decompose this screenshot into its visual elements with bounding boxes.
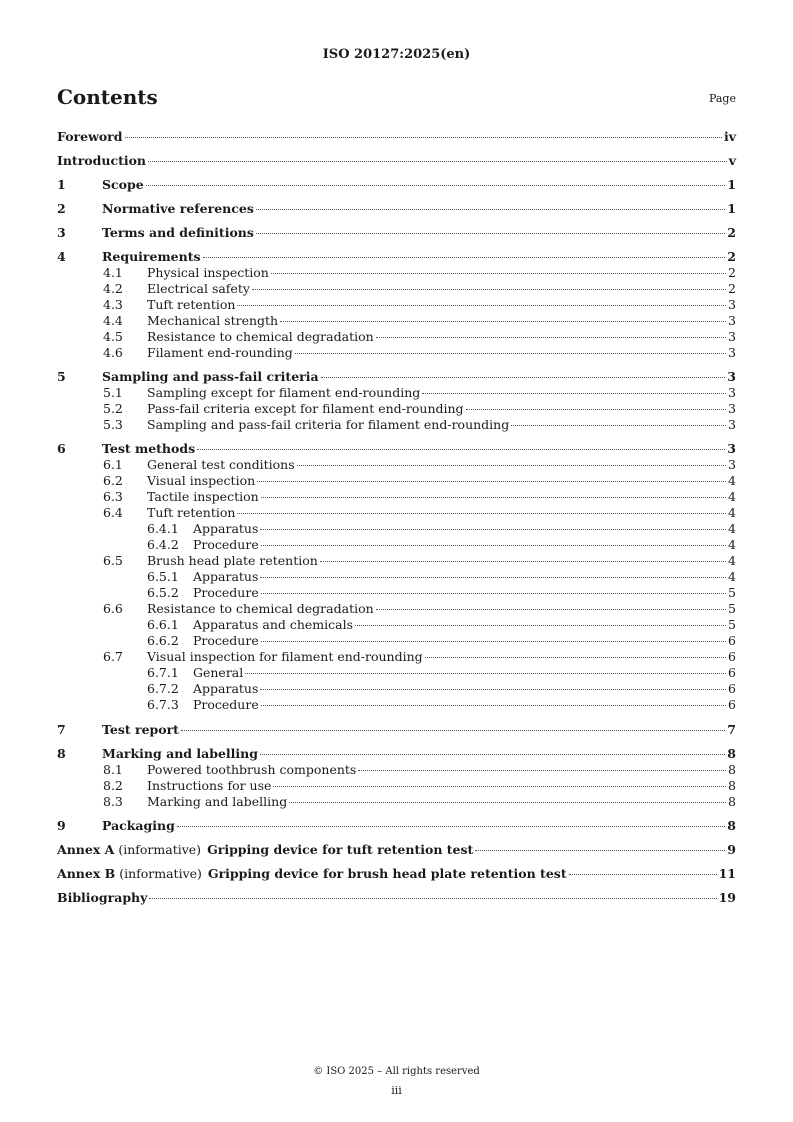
toc-entry-number: 9 xyxy=(57,818,66,833)
toc-entry[interactable] xyxy=(57,586,736,600)
toc-entry[interactable] xyxy=(57,346,736,360)
toc-entry-title: General test conditions xyxy=(147,457,295,472)
toc-entry-number: 6.7.3 xyxy=(147,697,179,712)
toc-entry-number: 6.4 xyxy=(103,505,123,520)
toc-entry-number: 6.5.2 xyxy=(147,585,179,600)
dot-leader xyxy=(358,770,726,771)
toc-entry-page: 3 xyxy=(728,401,736,416)
toc-entry[interactable] xyxy=(57,650,736,664)
toc-entry-page: 2 xyxy=(728,265,736,280)
toc-entry[interactable] xyxy=(57,538,736,552)
toc-entry-number: 8.1 xyxy=(103,762,123,777)
dot-leader xyxy=(569,874,717,875)
toc-entry[interactable] xyxy=(57,843,736,857)
dot-leader xyxy=(320,561,726,562)
dot-leader xyxy=(261,705,726,706)
toc-entry[interactable] xyxy=(57,298,736,312)
toc-entry-page: 8 xyxy=(728,778,736,793)
toc-entry-page: 4 xyxy=(728,505,736,520)
dot-leader xyxy=(149,898,716,899)
toc-entry-number: 6.6.2 xyxy=(147,633,179,648)
toc-entry-number: 6.3 xyxy=(103,489,123,504)
toc-entry-title: Gripping device for tuft retention test xyxy=(207,842,474,857)
toc-entry-title: Procedure xyxy=(193,537,259,552)
toc-entry-page: 8 xyxy=(727,746,736,761)
toc-entry-title: Powered toothbrush components xyxy=(147,762,357,777)
toc-entry-page: 4 xyxy=(728,569,736,584)
toc-entry-page: 4 xyxy=(728,521,736,536)
dot-leader xyxy=(237,513,726,514)
dot-leader xyxy=(261,497,726,498)
toc-entry-title: Mechanical strength xyxy=(147,313,279,328)
dot-leader xyxy=(422,393,726,394)
toc-entry[interactable] xyxy=(57,386,736,400)
toc-entry-number: 4.4 xyxy=(103,313,123,328)
contents-title: Contents xyxy=(57,85,158,109)
toc-annex-label: Annex A xyxy=(57,842,115,857)
toc-entry-page: 6 xyxy=(728,681,736,696)
toc-entry-page: 11 xyxy=(718,866,736,881)
toc-entry-page: 3 xyxy=(727,369,736,384)
toc-entry[interactable] xyxy=(57,634,736,648)
toc-entry[interactable] xyxy=(57,819,736,833)
toc-entry-page: 3 xyxy=(728,345,736,360)
toc-entry-number: 2 xyxy=(57,201,66,216)
dot-leader xyxy=(260,577,726,578)
toc-entry-page: 8 xyxy=(728,762,736,777)
toc-entry[interactable] xyxy=(57,795,736,809)
toc-entry-number: 6.6 xyxy=(103,601,123,616)
toc-entry[interactable] xyxy=(57,130,736,144)
dot-leader xyxy=(148,161,727,162)
dot-leader xyxy=(271,273,726,274)
toc-entry-number: 5.1 xyxy=(103,385,123,400)
toc-entry-title: Procedure xyxy=(193,697,259,712)
dot-leader xyxy=(261,641,726,642)
dot-leader xyxy=(295,353,726,354)
dot-leader xyxy=(289,802,726,803)
dot-leader xyxy=(257,481,726,482)
toc-entry-title: General xyxy=(193,665,244,680)
toc-entry-number: 6.5.1 xyxy=(147,569,179,584)
toc-entry[interactable] xyxy=(57,698,736,712)
toc-entry-number: 6.5 xyxy=(103,553,123,568)
toc-annex-note: (informative) xyxy=(119,866,202,881)
toc-entry-page: 4 xyxy=(728,489,736,504)
toc-entry-title: Instructions for use xyxy=(147,778,272,793)
toc-entry-page: 6 xyxy=(728,633,736,648)
dot-leader xyxy=(466,409,726,410)
toc-entry[interactable] xyxy=(57,666,736,680)
toc-entry-number: 3 xyxy=(57,225,66,240)
toc-entry-page: 3 xyxy=(728,297,736,312)
toc-entry[interactable] xyxy=(57,314,736,328)
toc-entry-title: Apparatus xyxy=(193,521,259,536)
toc-entry-number: 8.3 xyxy=(103,794,123,809)
toc-entry-number: 5 xyxy=(57,369,66,384)
toc-entry[interactable] xyxy=(57,202,736,216)
toc-entry-number: 1 xyxy=(57,177,66,192)
toc-entry-page: 5 xyxy=(728,601,736,616)
toc-entry-number: 6.7.1 xyxy=(147,665,179,680)
toc-entry-title: Resistance to chemical degradation xyxy=(147,329,374,344)
toc-entry-title: Apparatus and chemicals xyxy=(193,617,354,632)
toc-entry-page: v xyxy=(728,153,736,168)
toc-entry-number: 4.2 xyxy=(103,281,123,296)
toc-entry-page: 7 xyxy=(727,722,736,737)
toc-entry-page: 6 xyxy=(728,697,736,712)
toc-entry-title: Packaging xyxy=(102,818,175,833)
toc-entry-title: Apparatus xyxy=(193,681,259,696)
dot-leader xyxy=(297,465,726,466)
toc-entry-page: 3 xyxy=(728,457,736,472)
toc-entry-page: 3 xyxy=(728,313,736,328)
toc-entry[interactable] xyxy=(57,250,736,264)
toc-entry[interactable] xyxy=(57,370,736,384)
toc-entry-page: 4 xyxy=(728,553,736,568)
toc-entry[interactable] xyxy=(57,330,736,344)
toc-entry-title: Introduction xyxy=(57,153,147,168)
toc-entry-title: Apparatus xyxy=(193,569,259,584)
page-number: iii xyxy=(391,1084,402,1097)
toc-entry-title: Tactile inspection xyxy=(147,489,259,504)
dot-leader xyxy=(260,689,726,690)
toc-entry[interactable] xyxy=(57,474,736,488)
toc-entry-page: 2 xyxy=(727,249,736,264)
dot-leader xyxy=(146,185,726,186)
toc-entry-number: 8.2 xyxy=(103,778,123,793)
toc-entry-number: 6.1 xyxy=(103,457,123,472)
toc-entry-number: 7 xyxy=(57,722,66,737)
dot-leader xyxy=(260,754,725,755)
toc-entry-page: 9 xyxy=(727,842,736,857)
dot-leader xyxy=(260,529,726,530)
dot-leader xyxy=(261,545,726,546)
toc-entry-title: Normative references xyxy=(102,201,254,216)
toc-entry-page: 6 xyxy=(728,665,736,680)
dot-leader xyxy=(203,257,726,258)
toc-entry[interactable] xyxy=(57,682,736,696)
toc-entry-title: Test report xyxy=(102,722,179,737)
toc-entry[interactable] xyxy=(57,458,736,472)
toc-entry-title: Test methods xyxy=(102,441,196,456)
toc-entry[interactable] xyxy=(57,779,736,793)
toc-entry-number: 6.2 xyxy=(103,473,123,488)
toc-entry-title: Sampling and pass-fail criteria xyxy=(102,369,319,384)
toc-entry-title: Brush head plate retention xyxy=(147,553,318,568)
toc-entry[interactable] xyxy=(57,763,736,777)
dot-leader xyxy=(280,321,726,322)
toc-entry[interactable] xyxy=(57,226,736,240)
dot-leader xyxy=(256,209,725,210)
toc-entry-page: 5 xyxy=(728,617,736,632)
toc-entry-number: 6.6.1 xyxy=(147,617,179,632)
toc-entry-number: 8 xyxy=(57,746,66,761)
toc-entry-page: 3 xyxy=(728,329,736,344)
toc-entry-title: Visual inspection for filament end-rounding xyxy=(147,649,423,664)
toc-entry-page: 1 xyxy=(727,201,736,216)
toc-entry-title: Gripping device for brush head plate retention test xyxy=(207,866,567,881)
toc-entry-title: Scope xyxy=(102,177,144,192)
toc-entry[interactable] xyxy=(57,618,736,632)
toc-entry[interactable] xyxy=(57,891,736,905)
dot-leader xyxy=(177,826,725,827)
toc-entry[interactable] xyxy=(57,178,736,192)
dot-leader xyxy=(475,850,725,851)
toc-entry-page: 4 xyxy=(728,473,736,488)
toc-entry-number: 4.3 xyxy=(103,297,123,312)
dot-leader xyxy=(125,137,722,138)
toc-entry-number: 4.5 xyxy=(103,329,123,344)
toc-entry-page: 3 xyxy=(728,385,736,400)
toc-entry[interactable] xyxy=(57,747,736,761)
toc-entry[interactable] xyxy=(57,442,736,456)
toc-entry-title: Tuft retention xyxy=(147,505,236,520)
toc-entry-page: 5 xyxy=(728,585,736,600)
toc-entry-title: Resistance to chemical degradation xyxy=(147,601,374,616)
toc-entry[interactable] xyxy=(57,418,736,432)
dot-leader xyxy=(197,449,725,450)
dot-leader xyxy=(261,593,726,594)
page-column-label: Page xyxy=(708,92,736,105)
toc-entry-title: Foreword xyxy=(57,129,123,144)
toc-entry-page: 6 xyxy=(728,649,736,664)
toc-entry[interactable] xyxy=(57,522,736,536)
dot-leader xyxy=(252,289,726,290)
copyright-footer: © ISO 2025 – All rights reserved xyxy=(313,1066,480,1077)
toc-entry-number: 6.7.2 xyxy=(147,681,179,696)
toc-entry-page: 4 xyxy=(728,537,736,552)
toc-entry-number: 4.6 xyxy=(103,345,123,360)
dot-leader xyxy=(511,425,726,426)
dot-leader xyxy=(321,377,726,378)
toc-entry-title: Visual inspection xyxy=(147,473,256,488)
toc-entry[interactable] xyxy=(57,282,736,296)
toc-entry-page: 3 xyxy=(728,417,736,432)
toc-entry-number: 4 xyxy=(57,249,66,264)
toc-entry-number: 5.2 xyxy=(103,401,123,416)
toc-entry-title: Marking and labelling xyxy=(102,746,259,761)
dot-leader xyxy=(376,337,726,338)
dot-leader xyxy=(425,657,726,658)
toc-entry-title: Procedure xyxy=(193,585,259,600)
toc-entry-number: 4.1 xyxy=(103,265,123,280)
dot-leader xyxy=(273,786,726,787)
toc-entry[interactable] xyxy=(57,490,736,504)
toc-entry[interactable] xyxy=(57,506,736,520)
dot-leader xyxy=(376,609,726,610)
toc-entry-page: iv xyxy=(723,129,736,144)
toc-entry[interactable] xyxy=(57,723,736,737)
dot-leader xyxy=(237,305,726,306)
toc-entry-page: 2 xyxy=(728,281,736,296)
toc-entry-title: Terms and definitions xyxy=(102,225,254,240)
toc-entry-page: 1 xyxy=(727,177,736,192)
toc-entry[interactable] xyxy=(57,554,736,568)
toc-entry-page: 8 xyxy=(728,794,736,809)
toc-entry[interactable] xyxy=(57,867,736,881)
toc-entry-number: 6.4.2 xyxy=(147,537,179,552)
toc-entry-number: 6 xyxy=(57,441,66,456)
toc-entry[interactable] xyxy=(57,402,736,416)
toc-entry[interactable] xyxy=(57,570,736,584)
toc-entry-page: 19 xyxy=(718,890,736,905)
toc-entry-title: Marking and labelling xyxy=(147,794,288,809)
toc-entry-title: Bibliography xyxy=(57,890,148,905)
toc-entry[interactable] xyxy=(57,602,736,616)
toc-entry[interactable] xyxy=(57,266,736,280)
toc-entry-page: 2 xyxy=(727,225,736,240)
toc-entry-title: Sampling except for filament end-rounding xyxy=(147,385,421,400)
toc-entry-title: Pass-fail criteria except for filament end-rounding xyxy=(147,401,464,416)
toc-entry-title: Sampling and pass-fail criteria for filament end-rounding xyxy=(147,417,510,432)
toc-annex-label: Annex B xyxy=(57,866,116,881)
toc-entry-title: Requirements xyxy=(102,249,201,264)
toc-entry-number: 6.7 xyxy=(103,649,123,664)
toc-entry-page: 8 xyxy=(727,818,736,833)
dot-leader xyxy=(245,673,726,674)
toc-annex-note: (informative) xyxy=(118,842,202,857)
toc-entry-number: 6.4.1 xyxy=(147,521,179,536)
toc-entry-number: 5.3 xyxy=(103,417,123,432)
toc-entry-title: Procedure xyxy=(193,633,259,648)
dot-leader xyxy=(355,625,726,626)
toc-entry-title: Filament end-rounding xyxy=(147,345,293,360)
toc-entry[interactable] xyxy=(57,154,736,168)
dot-leader xyxy=(181,730,725,731)
toc-entry-title: Tuft retention xyxy=(147,297,236,312)
document-id: ISO 20127:2025(en) xyxy=(322,47,471,62)
dot-leader xyxy=(256,233,725,234)
toc-entry-title: Physical inspection xyxy=(147,265,269,280)
toc-entry-title: Electrical safety xyxy=(147,281,250,296)
toc-entry-page: 3 xyxy=(727,441,736,456)
